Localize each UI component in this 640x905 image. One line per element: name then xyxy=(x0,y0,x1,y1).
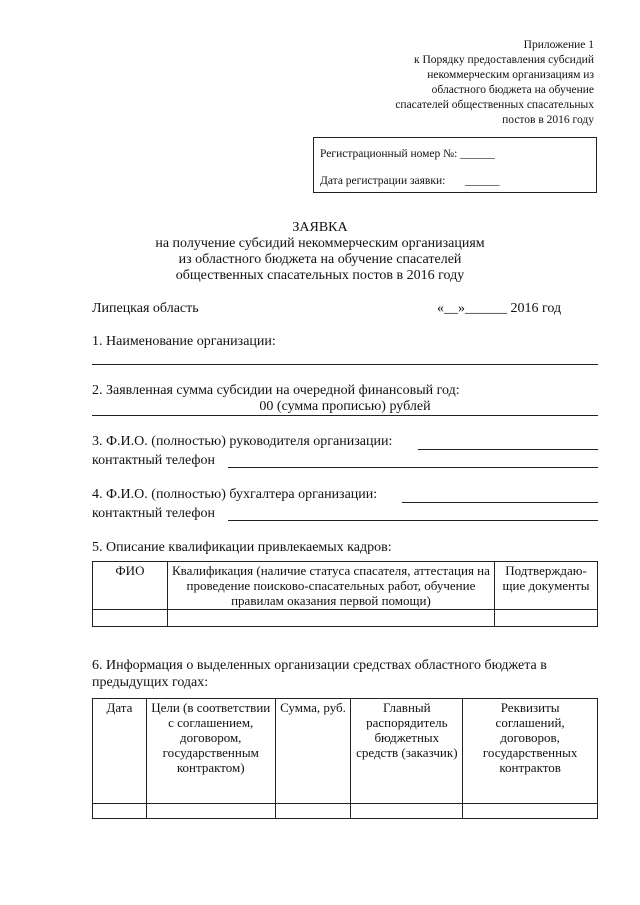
budget-funds-table xyxy=(92,698,598,819)
appendix-line: спасателей общественных спасательных xyxy=(395,99,594,111)
section-budget-label xyxy=(92,657,602,691)
application-date[interactable]: «__»______ 2016 год xyxy=(437,301,562,316)
director-phone-field[interactable] xyxy=(228,467,598,468)
registration-number-label: Регистрационный номер №: xyxy=(320,148,458,160)
col-header-documents: Подтверждаю-щие документы xyxy=(495,562,598,610)
registration-number xyxy=(320,148,495,160)
table-row xyxy=(93,610,598,627)
appendix-line: постов в 2016 году xyxy=(502,114,594,126)
table-cell[interactable] xyxy=(275,804,351,819)
table-cell[interactable] xyxy=(93,610,168,627)
region-label: Липецкая область xyxy=(92,301,199,316)
col-header-goals: Цели (в соответствии с соглашением, договором, государственным контрактом) xyxy=(146,699,275,804)
staff-qualification-table xyxy=(92,561,598,627)
table-cell[interactable] xyxy=(495,610,598,627)
table-header-row xyxy=(93,562,598,610)
col-header-amount: Сумма, руб. xyxy=(275,699,351,804)
col-header-manager: Главный распорядитель бюджетных средств (заказчик) xyxy=(351,699,463,804)
table-cell[interactable] xyxy=(93,804,147,819)
section-director-label: 3. Ф.И.О. (полностью) руководителя организации: xyxy=(92,434,393,449)
director-name-field[interactable] xyxy=(418,449,598,450)
director-phone-label: контактный телефон xyxy=(92,453,215,468)
registration-date xyxy=(320,175,500,187)
table-cell[interactable] xyxy=(146,804,275,819)
appendix-line: областного бюджета на обучение xyxy=(431,84,594,96)
appendix-note xyxy=(334,38,594,128)
registration-box xyxy=(313,137,597,193)
table-cell[interactable] xyxy=(167,610,494,627)
title-heading: ЗАЯВКА xyxy=(292,220,348,235)
table-row xyxy=(93,804,598,819)
table-header-row xyxy=(93,699,598,804)
appendix-line: к Порядку предоставления субсидий xyxy=(414,54,594,66)
section-budget-label-line: 6. Информация о выделенных организации средствах областного бюджета в xyxy=(92,658,547,673)
table-cell[interactable] xyxy=(463,804,598,819)
title-line: на получение субсидий некоммерческим организациям xyxy=(155,236,485,251)
subsidy-amount-value: 00 (сумма прописью) рублей xyxy=(259,399,431,414)
document-title xyxy=(0,220,640,284)
table-cell[interactable] xyxy=(351,804,463,819)
registration-date-label: Дата регистрации заявки: xyxy=(320,175,446,187)
col-header-requisites: Реквизиты соглашений, договоров, государственных контрактов xyxy=(463,699,598,804)
subsidy-underline xyxy=(92,415,598,416)
subsidy-amount-field[interactable] xyxy=(92,399,598,416)
registration-number-blank[interactable]: ______ xyxy=(460,148,495,160)
title-line: общественных спасательных постов в 2016 году xyxy=(175,268,465,283)
org-name-field[interactable] xyxy=(92,364,598,365)
appendix-line: некоммерческим организациям из xyxy=(427,69,594,81)
accountant-name-field[interactable] xyxy=(402,502,598,503)
appendix-line: Приложение 1 xyxy=(523,39,594,51)
section-subsidy-label: 2. Заявленная сумма субсидии на очередной финансовый год: xyxy=(92,383,460,398)
section-budget-label-line: предыдущих годах: xyxy=(92,675,209,690)
col-header-qualification: Квалификация (наличие статуса спасателя, аттестация на проведение поисково-спасательных работ, обучение правилам оказания первой помощи) xyxy=(167,562,494,610)
title-line: из областного бюджета на обучение спасателей xyxy=(178,252,462,267)
col-header-fio: ФИО xyxy=(93,562,168,610)
section-staff-label: 5. Описание квалификации привлекаемых кадров: xyxy=(92,540,392,555)
accountant-phone-field[interactable] xyxy=(228,520,598,521)
registration-date-blank[interactable]: ______ xyxy=(465,175,500,187)
accountant-phone-label: контактный телефон xyxy=(92,506,215,521)
section-org-name-label: 1. Наименование организации: xyxy=(92,334,276,349)
section-accountant-label: 4. Ф.И.О. (полностью) бухгалтера организации: xyxy=(92,487,378,502)
col-header-date: Дата xyxy=(93,699,147,804)
